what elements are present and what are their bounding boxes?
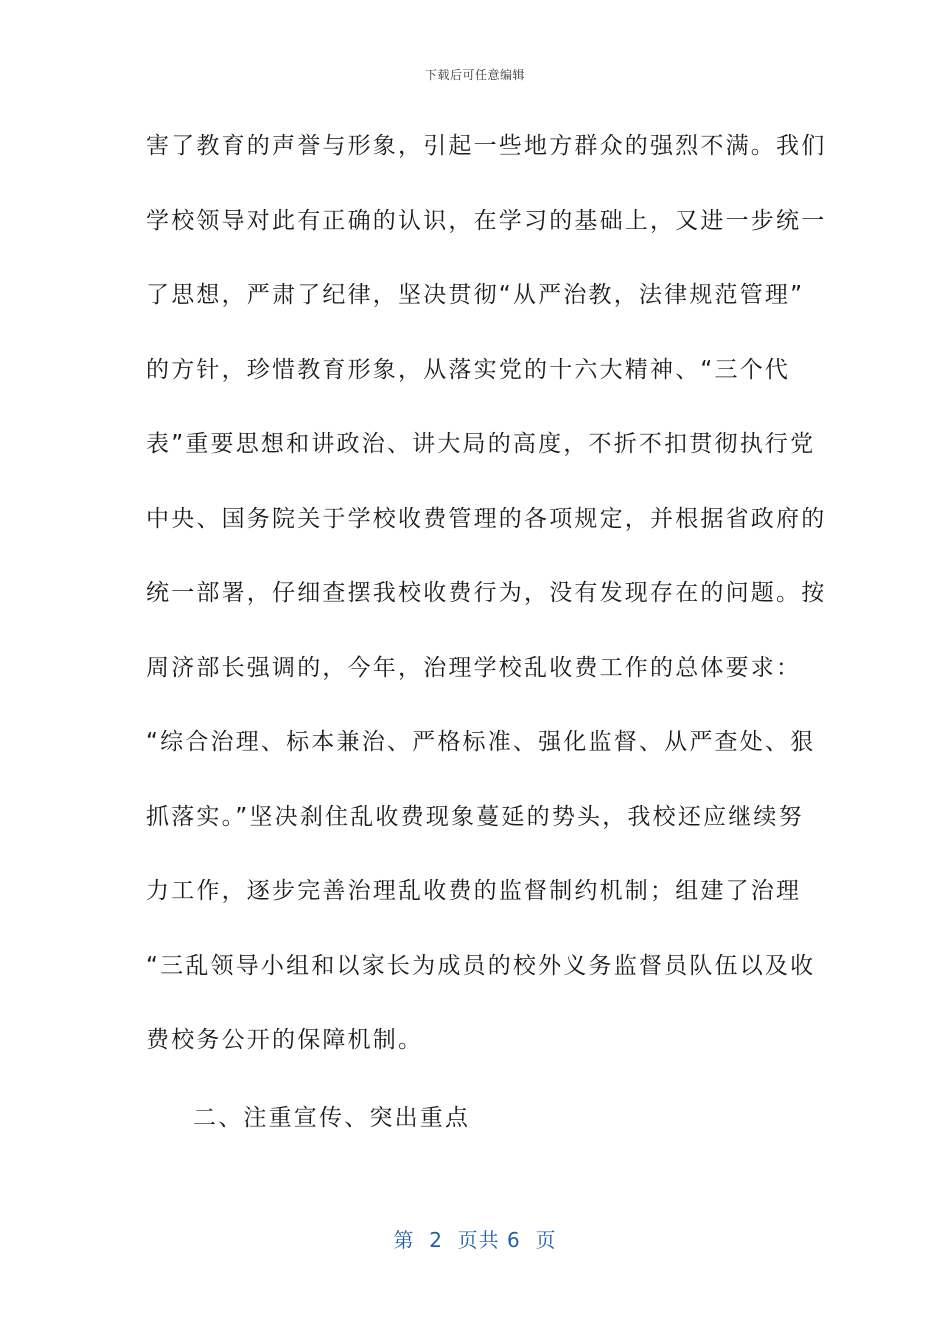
body-line: 费校务公开的保障机制。 — [146, 1027, 424, 1053]
body-line: 中央、国务院关于学校收费管理的各项规定，并根据省政府的 — [146, 505, 827, 532]
section-heading: 二、注重宣传、突出重点 — [193, 1105, 471, 1131]
page-header: 下载后可任意编辑 — [424, 68, 525, 82]
body-line: “综合治理、标本兼治、严格标准、强化监督、从严查处、狠 — [146, 729, 816, 755]
body-line: “三乱领导小组和以家长为成员的校外义务监督员队伍以及收 — [146, 952, 816, 979]
body-line: 统一部署，仔细查摆我校收费行为，没有发现存在的问题。按 — [146, 580, 827, 606]
body-text — [146, 118, 827, 1087]
body-line: 害了教育的声誉与形象，引起一些地方群众的强烈不满。我们 — [146, 133, 827, 159]
body-line: 周济部长强调的，今年，治理学校乱收费工作的总体要求： — [146, 654, 802, 681]
body-line: 表”重要思想和讲政治、讲大局的高度，不折不扣贯彻执行党 — [146, 431, 816, 457]
page-number-footer: 第 2 页共 6 页 — [393, 1228, 557, 1252]
body-line: 学校领导对此有正确的认识，在学习的基础上，又进一步统一 — [146, 207, 827, 234]
body-line: 的方针，珍惜教育形象，从落实党的十六大精神、“三个代 — [146, 356, 791, 383]
body-line: 了思想，严肃了纪律，坚决贯彻“从严治教，法律规范管理” — [146, 282, 805, 308]
body-line: 力工作，逐步完善治理乱收费的监督制约机制；组建了治理 — [146, 878, 802, 904]
body-line: 抓落实。”坚决刹住乱收费现象蔓延的势头，我校还应继续努 — [146, 803, 804, 830]
